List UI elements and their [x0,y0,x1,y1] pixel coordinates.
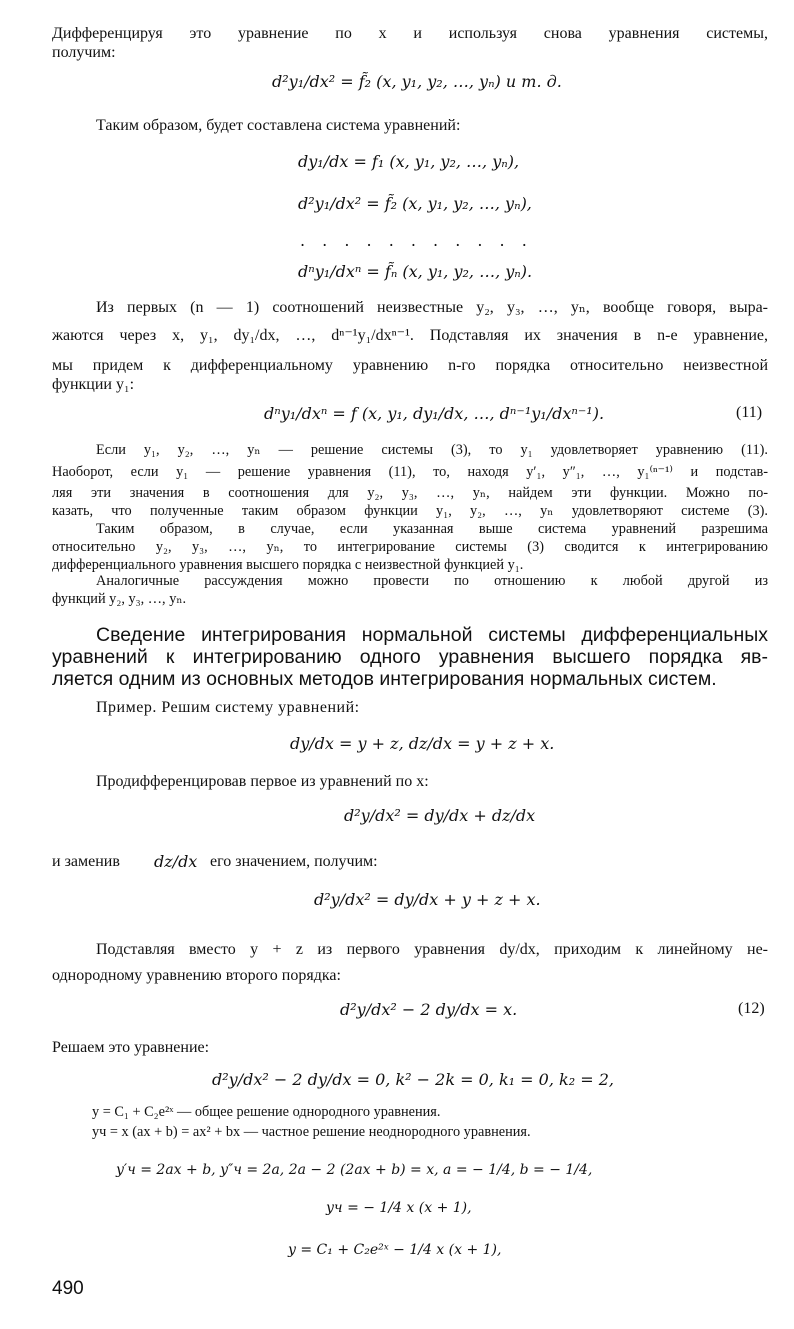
text-line: дифференциального уравнения высшего порядка с неизвестной функцией y₁. [52,557,524,573]
text-line: ляя эти значения в соотношения для y₂, y₃, …, yₙ, найдем эти функции. Можно по- [52,485,768,501]
text-line: его значением, получим: [210,853,378,870]
equation: d²y/dx² − 2 dy/dx = x. [340,1000,518,1019]
equation-number: (12) [738,1000,765,1017]
text-line: y = C₁ + C₂e²ˣ — общее решение однородного уравнения. [92,1104,441,1120]
equation: dⁿy₁/dxⁿ = f̃ₙ (x, y₁, y₂, …, yₙ). [298,262,533,281]
equation: y = C₁ + C₂e²ˣ − 1/4 x (x + 1), [288,1242,502,1258]
equation: yч = − 1/4 x (x + 1), [326,1200,472,1216]
text-line: Решаем это уравнение: [52,1039,210,1056]
text-line: относительно y₂, y₃, …, yₙ, то интегрирование системы (3) сводится к интегрированию [52,539,768,555]
text-line: Если y₁, y₂, …, yₙ — решение системы (3), то y₁ удовлетворяет уравнению (11). [96,442,768,458]
text-line: получим: [52,44,116,61]
text-line: Дифференцируя это уравнение по x и используя снова уравнения системы, [52,25,768,42]
equation: dy/dx = y + z, dz/dx = y + z + x. [290,734,555,753]
equation: d²y/dx² = dy/dx + y + z + x. [314,890,541,909]
text-line: Таким образом, будет составлена система уравнений: [96,117,461,134]
text-line: Из первых (n — 1) соотношений неизвестные y₂, y₃, …, yₙ, вообще говоря, выра- [96,299,768,316]
equation: d²y/dx² = dy/dx + dz/dx [344,806,536,825]
equation-ellipsis: . . . . . . . . . . . [300,231,533,250]
equation: y′ч = 2ax + b, y″ч = 2a, 2a − 2 (2ax + b) = x, a = − 1/4, b = − 1/4, [116,1162,593,1178]
text-line: Подставляя вместо y + z из первого уравнения dy/dx, приходим к линейному не- [96,941,768,958]
equation: d²y₁/dx² = f̃₂ (x, y₁, y₂, …, yₙ) и т. д. [272,72,562,91]
text-line: Аналогичные рассуждения можно провести по отношению к любой другой из [96,573,768,589]
bold-statement-line: уравнений к интегрированию одного уравнения высшего порядка яв- [52,646,768,668]
text-line: однородному уравнению второго порядка: [52,967,341,984]
text-line: функций y₂, y₃, …, yₙ. [52,591,187,607]
equation: d²y/dx² − 2 dy/dx = 0, k² − 2k = 0, k₁ = 0, k₂ = 2, [212,1070,614,1089]
text-line: и заменив [52,853,120,870]
page-number: 490 [52,1278,84,1299]
text-line: Таким образом, в случае, если указанная выше система уравнений разрешима [96,521,768,537]
text-line: Продифференцировав первое из уравнений по x: [96,773,429,790]
example-heading: Пример. Решим систему уравнений: [96,699,360,716]
text-line: мы придем к дифференциальному уравнению n-го порядка относительно неизвестной [52,357,768,374]
bold-statement-line: Сведение интегрирования нормальной системы дифференциальных [96,624,768,646]
inline-fraction: dz/dx [154,852,198,871]
text-line: yч = x (ax + b) = ax² + bx — частное решение неоднородного уравнения. [92,1124,531,1140]
text-line: Наоборот, если y₁ — решение уравнения (11), то, находя y′₁, y″₁, …, y₁⁽ⁿ⁻¹⁾ и подстав- [52,464,768,480]
equation: dy₁/dx = f₁ (x, y₁, y₂, …, yₙ), [298,152,520,171]
text-line: жаются через x, y₁, dy₁/dx, …, dⁿ⁻¹y₁/dxⁿ⁻¹. Подставляя их значения в n-е уравнение, [52,327,768,344]
equation-number: (11) [736,404,763,421]
text-line: казать, что полученные таким образом функции y₁, y₂, …, yₙ удовлетворяют системе (3). [52,503,768,519]
bold-statement-line: ляется одним из основных методов интегрирования нормальных систем. [52,668,717,690]
equation: dⁿy₁/dxⁿ = f (x, y₁, dy₁/dx, …, dⁿ⁻¹y₁/dxⁿ⁻¹). [264,404,605,423]
equation: d²y₁/dx² = f̃₂ (x, y₁, y₂, …, yₙ), [298,194,532,213]
text-line: функции y₁: [52,376,135,393]
